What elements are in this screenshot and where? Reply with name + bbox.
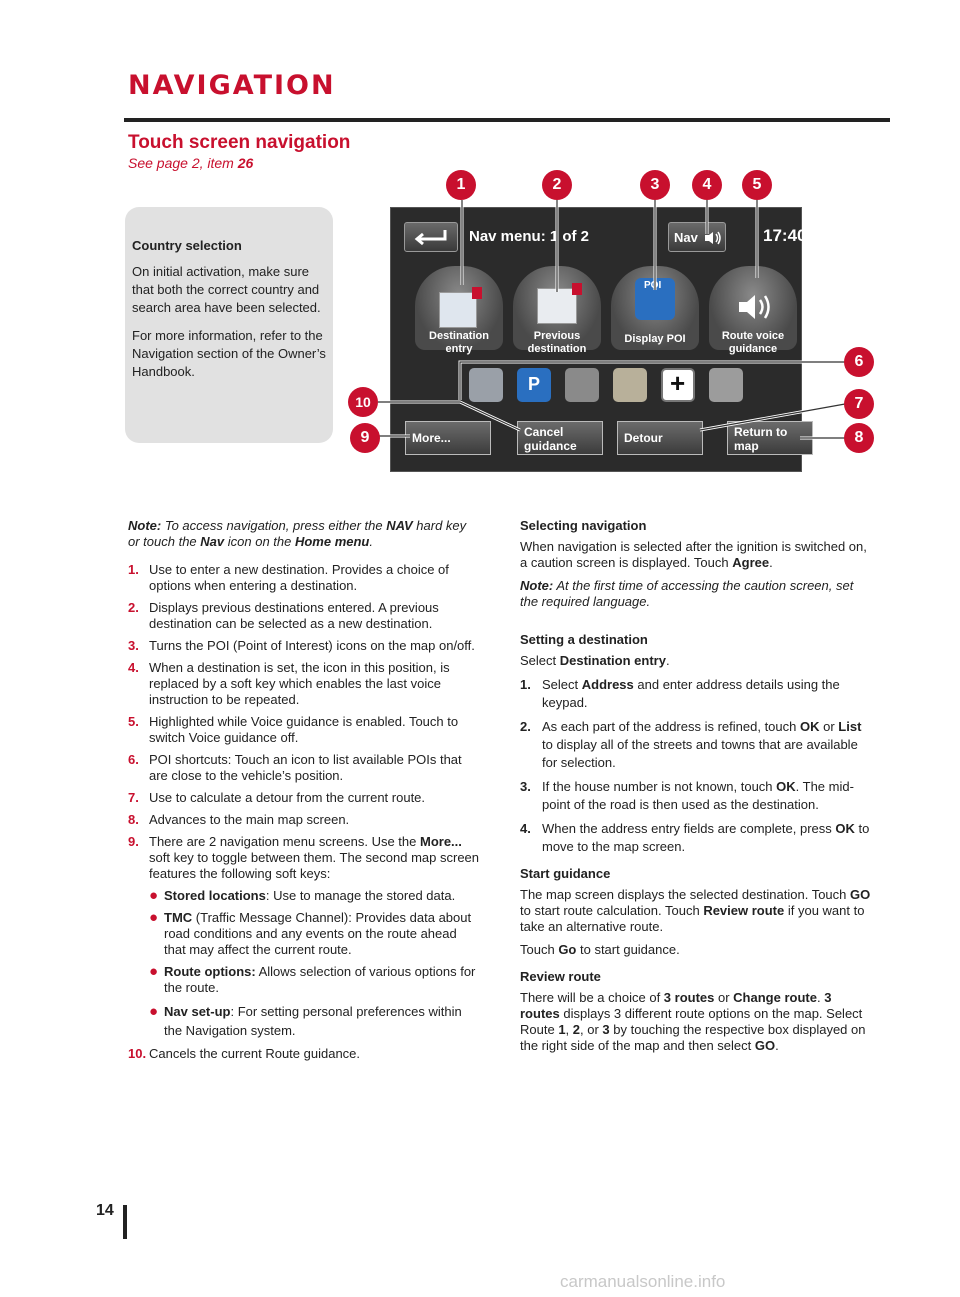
setting-destination-heading: Setting a destination [520,632,648,647]
clock-time: 17:40 [763,226,807,245]
list-item: 7. Use to calculate a detour from the current route. [128,790,426,805]
review-route-heading: Review route [520,969,601,984]
callout-6: 6 [844,347,874,377]
detour-button[interactable]: Detour [617,421,703,455]
list-item: 2. Displays previous destinations entered. A previous destination can be selected as a new destination. [128,600,439,631]
callout-2: 2 [542,170,572,200]
list-item: 4. When a destination is set, the icon in this position, is replaced by a soft key which enables the last voice instruction to be repeated. [128,660,450,707]
route-voice-guidance-label: Route voice guidance [721,330,785,355]
bullet-item: ● TMC (Traffic Message Channel): Provides data about road conditions and any events on the route ahead that may affect the current route. [149,909,472,957]
selecting-navigation-heading: Selecting navigation [520,518,647,533]
review-route-text: There will be a choice of 3 routes or Change route. 3 routes displays 3 different route options on the map. Select Route 1, 2, or 3 by touching the respective box displayed on the right side of the map and then select GO. [520,990,866,1053]
more-button[interactable]: More... [405,421,491,455]
menu-title: Nav menu: 1 of 2 [469,228,590,245]
return-to-map-button[interactable]: Return to map [727,421,813,455]
list-item: 9. There are 2 navigation menu screens. Use the More... soft key to toggle between them. The second map screen features the following soft keys: ● Stored locations: Use to manage the stored data. ● TMC (Traffic Message Channel): Provides data about road conditions and any events on the route ahead that may affect the current route. ● Route options: Allows selection of various options for the route. ● Nav set-up: For setting personal preferences within the Navigation system. [128,834,480,1038]
poi-shortcut-hospital[interactable]: + [661,368,695,402]
callout-leaders [0,0,960,500]
cancel-guidance-button[interactable]: Cancel guidance [517,421,603,455]
step-item: 4. When the address entry fields are complete, press OK to move to the map screen. [520,821,870,854]
callout-1: 1 [446,170,476,200]
list-item: 5. Highlighted while Voice guidance is enabled. Touch to switch Voice guidance off. [128,714,459,745]
callout-5: 5 [742,170,772,200]
callout-8: 8 [844,423,874,453]
start-guidance-text: The map screen displays the selected destination. Touch GO to start route calculation. Touch Review route if you want to take an alternative route. [520,887,871,934]
list-item: 1. Use to enter a new destination. Provides a choice of options when entering a destination. [128,562,449,593]
bullet-item: ● Nav set-up: For setting personal preferences within the Navigation system. [149,1003,462,1038]
sidebar-paragraph-1: On initial activation, make sure that both the correct country and search area have been selected. [132,264,321,315]
sidebar-title: Country selection [132,238,242,253]
page-number: 14 [96,1202,114,1219]
list-item: 10. Cancels the current Route guidance. [128,1046,361,1061]
callout-7: 7 [844,389,874,419]
list-item: 6. POI shortcuts: Touch an icon to list available POIs that are close to the vehicle’s position. [128,752,462,783]
sidebar-paragraph-2: For more information, refer to the Navigation section of the Owner’s Handbook. [132,328,326,379]
section-title: NAVIGATION [128,70,336,101]
touch-go-text: Touch Go to start guidance. [520,942,680,957]
left-column [128,518,480,1068]
right-column [520,518,872,1061]
page-ref-prefix: See page 2, item [128,155,238,171]
nav-button-label: Nav [674,230,698,245]
start-guidance-heading: Start guidance [520,866,611,881]
page-heading: Touch screen navigation [128,132,351,153]
select-destination-entry: Select Destination entry. [520,653,670,668]
callout-4: 4 [692,170,722,200]
page-ref-item: 26 [237,155,254,171]
destination-entry-label: Destination entry [429,330,489,355]
display-poi-label: Display POI [624,333,686,345]
bullet-item: ● Stored locations: Use to manage the stored data. [149,887,456,904]
caution-screen-note: Note: At the first time of accessing the caution screen, set the required language. [520,578,854,609]
list-item: 3. Turns the POI (Point of Interest) icons on the map on/off. [128,638,475,653]
step-item: 1. Select Address and enter address details using the keypad. [520,677,840,710]
previous-destination-label: Previous destination [527,330,587,355]
watermark: carmanualsonline.info [560,1272,726,1291]
callout-10: 10 [348,387,378,417]
selecting-navigation-text: When navigation is selected after the ignition is switched on, a caution screen is displayed. Touch Agree. [520,539,867,570]
list-item: 8. Advances to the main map screen. [128,812,350,827]
step-item: 2. As each part of the address is refined, touch OK or List to display all of the streets and towns that are available for selection. [520,719,862,770]
nav-access-note: Note: To access navigation, press either the NAV hard key or touch the Nav icon on the Home menu. [128,518,467,549]
poi-shortcut-parking[interactable]: P [517,368,551,402]
callout-3: 3 [640,170,670,200]
callout-9: 9 [350,423,380,453]
step-item: 3. If the house number is not known, touch OK. The mid-point of the road is then used as the destination. [520,779,854,812]
poi-icon: POI [635,278,675,320]
bullet-item: ● Route options: Allows selection of various options for the route. [149,963,476,995]
page-number-bar [123,1205,127,1239]
